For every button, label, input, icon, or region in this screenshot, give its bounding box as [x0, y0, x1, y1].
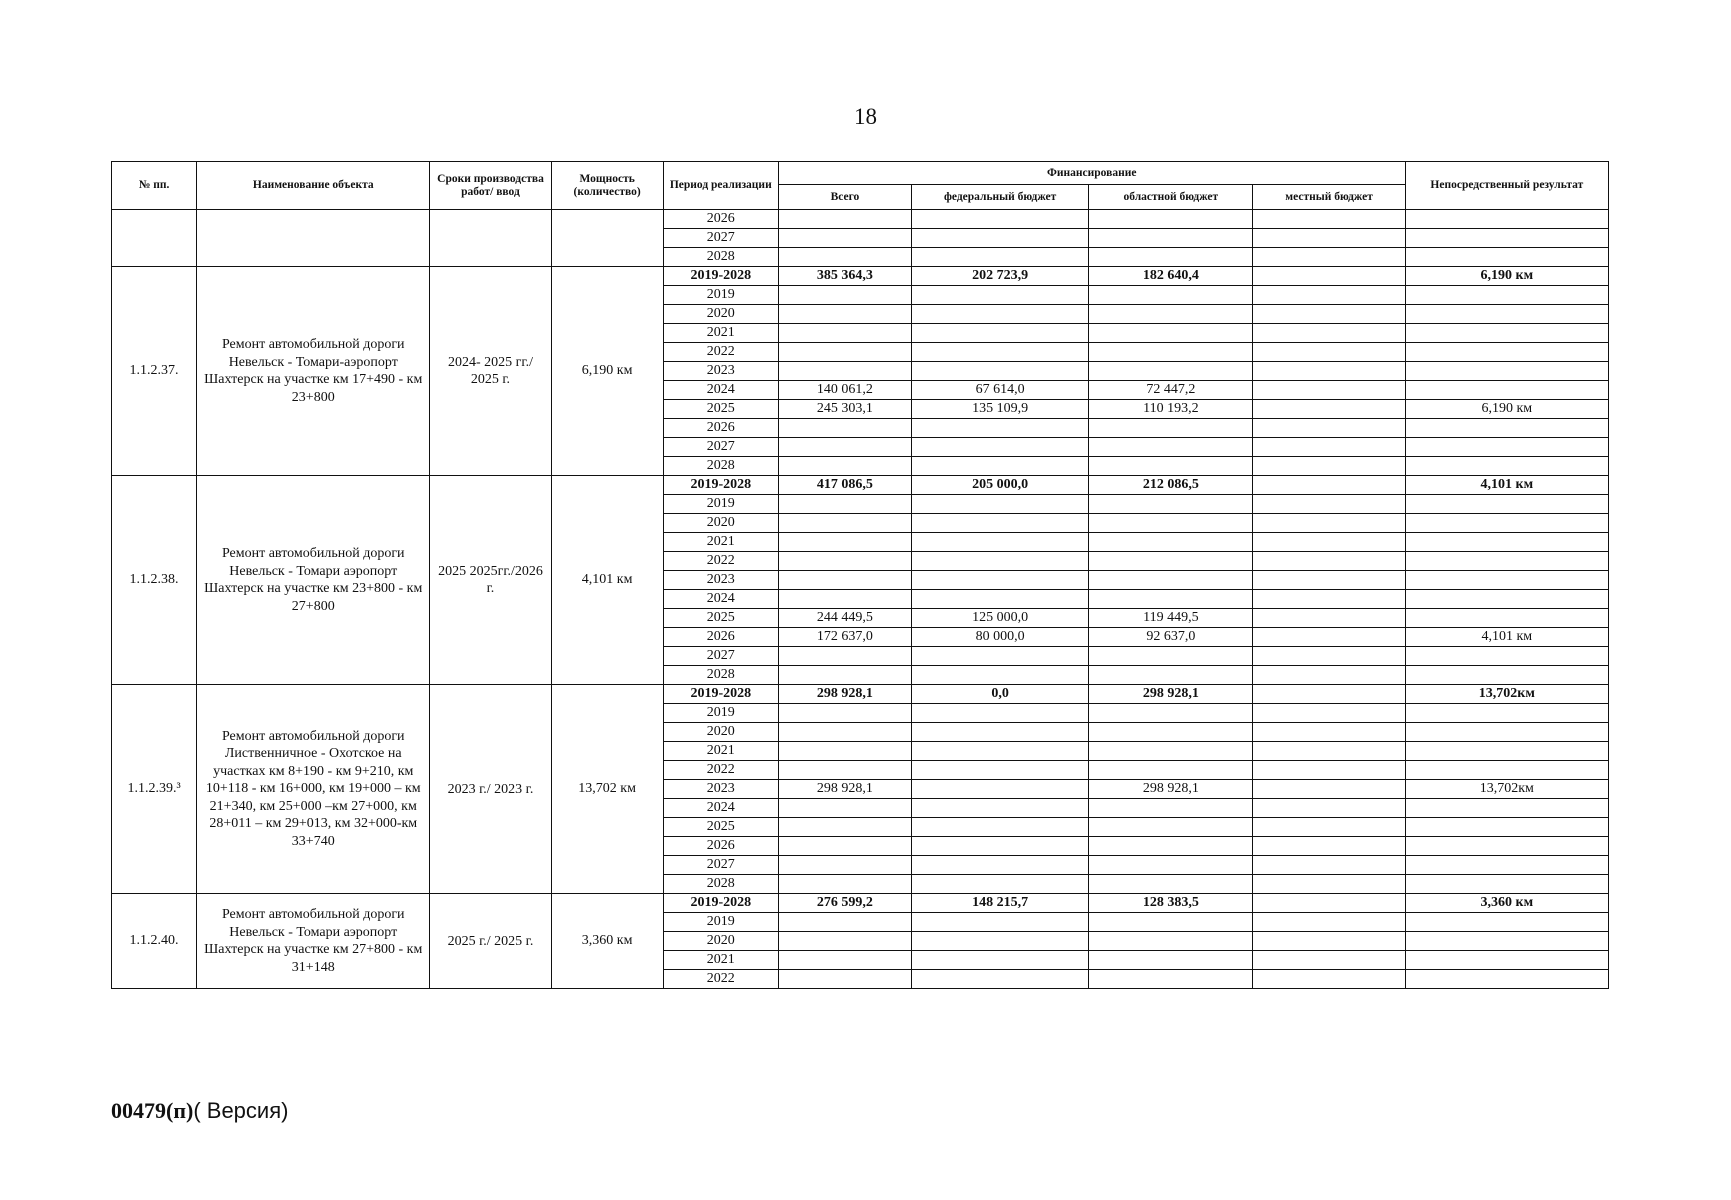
total-amount	[778, 286, 911, 305]
federal-amount	[912, 457, 1089, 476]
period-year: 2027	[663, 229, 778, 248]
period-year: 2019	[663, 286, 778, 305]
period-year: 2019-2028	[663, 894, 778, 913]
period-year: 2024	[663, 381, 778, 400]
local-amount	[1253, 533, 1405, 552]
federal-amount	[912, 837, 1089, 856]
object-number: 1.1.2.37.	[112, 267, 197, 476]
total-amount	[778, 552, 911, 571]
object-capacity: 13,702 км	[551, 685, 663, 894]
result-value	[1405, 666, 1608, 685]
result-value	[1405, 362, 1608, 381]
federal-amount	[912, 533, 1089, 552]
period-year: 2022	[663, 761, 778, 780]
period-year: 2028	[663, 875, 778, 894]
regional-amount	[1089, 799, 1253, 818]
local-amount	[1253, 856, 1405, 875]
federal-amount: 205 000,0	[912, 476, 1089, 495]
total-amount	[778, 913, 911, 932]
regional-amount	[1089, 647, 1253, 666]
regional-amount	[1089, 305, 1253, 324]
period-year: 2025	[663, 818, 778, 837]
local-amount	[1253, 723, 1405, 742]
regional-amount: 110 193,2	[1089, 400, 1253, 419]
result-value	[1405, 856, 1608, 875]
result-value	[1405, 647, 1608, 666]
total-amount	[778, 419, 911, 438]
period-year: 2021	[663, 951, 778, 970]
local-amount	[1253, 419, 1405, 438]
local-amount	[1253, 476, 1405, 495]
header-num: № пп.	[112, 162, 197, 210]
regional-amount	[1089, 761, 1253, 780]
object-name: Ремонт автомобильной дороги Невельск - Томари-аэропорт Шахтерск на участке км 17+490 - км 23+800	[197, 267, 430, 476]
federal-amount	[912, 799, 1089, 818]
local-amount	[1253, 514, 1405, 533]
federal-amount	[912, 666, 1089, 685]
regional-amount	[1089, 837, 1253, 856]
regional-amount	[1089, 970, 1253, 989]
local-amount	[1253, 913, 1405, 932]
regional-amount: 92 637,0	[1089, 628, 1253, 647]
object-capacity: 3,360 км	[551, 894, 663, 989]
object-number: 1.1.2.39.³	[112, 685, 197, 894]
total-amount	[778, 970, 911, 989]
period-year: 2026	[663, 419, 778, 438]
local-amount	[1253, 324, 1405, 343]
result-value	[1405, 343, 1608, 362]
local-amount	[1253, 970, 1405, 989]
regional-amount	[1089, 590, 1253, 609]
total-amount	[778, 438, 911, 457]
header-regional: областной бюджет	[1089, 185, 1253, 210]
local-amount	[1253, 571, 1405, 590]
total-amount	[778, 723, 911, 742]
federal-amount: 135 109,9	[912, 400, 1089, 419]
period-year: 2019-2028	[663, 476, 778, 495]
object-number-cell	[112, 210, 197, 267]
total-amount: 298 928,1	[778, 780, 911, 799]
object-terms: 2024- 2025 гг./ 2025 г.	[430, 267, 551, 476]
federal-amount	[912, 647, 1089, 666]
result-value	[1405, 324, 1608, 343]
local-amount	[1253, 875, 1405, 894]
result-value: 6,190 км	[1405, 400, 1608, 419]
result-value	[1405, 799, 1608, 818]
regional-amount	[1089, 495, 1253, 514]
result-value	[1405, 381, 1608, 400]
object-terms: 2025 г./ 2025 г.	[430, 894, 551, 989]
total-amount	[778, 229, 911, 248]
result-value	[1405, 875, 1608, 894]
total-amount	[778, 514, 911, 533]
local-amount	[1253, 704, 1405, 723]
result-value	[1405, 837, 1608, 856]
total-amount: 245 303,1	[778, 400, 911, 419]
total-amount	[778, 571, 911, 590]
object-capacity: 4,101 км	[551, 476, 663, 685]
regional-amount: 298 928,1	[1089, 685, 1253, 704]
result-value	[1405, 495, 1608, 514]
federal-amount	[912, 856, 1089, 875]
result-value: 13,702км	[1405, 780, 1608, 799]
regional-amount: 119 449,5	[1089, 609, 1253, 628]
federal-amount	[912, 875, 1089, 894]
header-local: местный бюджет	[1253, 185, 1405, 210]
federal-amount	[912, 248, 1089, 267]
federal-amount	[912, 229, 1089, 248]
total-amount	[778, 932, 911, 951]
period-year: 2019	[663, 495, 778, 514]
period-year: 2026	[663, 837, 778, 856]
result-value: 4,101 км	[1405, 476, 1608, 495]
local-amount	[1253, 362, 1405, 381]
regional-amount	[1089, 514, 1253, 533]
period-year: 2025	[663, 609, 778, 628]
result-value	[1405, 704, 1608, 723]
total-amount	[778, 856, 911, 875]
total-amount	[778, 666, 911, 685]
total-amount	[778, 875, 911, 894]
local-amount	[1253, 210, 1405, 229]
local-amount	[1253, 609, 1405, 628]
result-value	[1405, 913, 1608, 932]
regional-amount: 182 640,4	[1089, 267, 1253, 286]
total-amount: 276 599,2	[778, 894, 911, 913]
result-value: 6,190 км	[1405, 267, 1608, 286]
period-year: 2026	[663, 628, 778, 647]
period-year: 2021	[663, 742, 778, 761]
federal-amount	[912, 932, 1089, 951]
total-amount: 172 637,0	[778, 628, 911, 647]
regional-amount: 72 447,2	[1089, 381, 1253, 400]
result-value	[1405, 552, 1608, 571]
result-value	[1405, 761, 1608, 780]
federal-amount	[912, 970, 1089, 989]
object-number: 1.1.2.40.	[112, 894, 197, 989]
local-amount	[1253, 286, 1405, 305]
federal-amount	[912, 210, 1089, 229]
total-amount	[778, 742, 911, 761]
table-row	[112, 685, 1609, 704]
local-amount	[1253, 400, 1405, 419]
federal-amount	[912, 514, 1089, 533]
federal-amount	[912, 324, 1089, 343]
federal-amount	[912, 590, 1089, 609]
header-federal: федеральный бюджет	[912, 185, 1089, 210]
header-total: Всего	[778, 185, 911, 210]
federal-amount	[912, 438, 1089, 457]
header-financing: Финансирование	[778, 162, 1405, 185]
regional-amount	[1089, 666, 1253, 685]
period-year: 2022	[663, 343, 778, 362]
regional-amount	[1089, 742, 1253, 761]
object-terms: 2025 2025гг./2026 г.	[430, 476, 551, 685]
table-row	[112, 210, 1609, 229]
period-year: 2020	[663, 723, 778, 742]
regional-amount	[1089, 343, 1253, 362]
federal-amount	[912, 495, 1089, 514]
local-amount	[1253, 267, 1405, 286]
period-year: 2019	[663, 913, 778, 932]
total-amount	[778, 457, 911, 476]
period-year: 2021	[663, 533, 778, 552]
header-terms: Сроки производства работ/ ввод	[430, 162, 551, 210]
period-year: 2025	[663, 400, 778, 419]
document-code	[111, 1098, 288, 1124]
total-amount	[778, 495, 911, 514]
result-value	[1405, 229, 1608, 248]
total-amount	[778, 837, 911, 856]
period-year: 2020	[663, 514, 778, 533]
page-number: 18	[854, 104, 877, 129]
total-amount: 298 928,1	[778, 685, 911, 704]
total-amount: 244 449,5	[778, 609, 911, 628]
result-value	[1405, 951, 1608, 970]
local-amount	[1253, 837, 1405, 856]
period-year: 2021	[663, 324, 778, 343]
period-year: 2027	[663, 647, 778, 666]
regional-amount	[1089, 533, 1253, 552]
header-capacity: Мощность (количество)	[551, 162, 663, 210]
total-amount	[778, 951, 911, 970]
local-amount	[1253, 229, 1405, 248]
result-value	[1405, 970, 1608, 989]
period-year: 2027	[663, 856, 778, 875]
local-amount	[1253, 495, 1405, 514]
object-capacity-cell	[551, 210, 663, 267]
object-name: Ремонт автомобильной дороги Лиственничное - Охотское на участках км 8+190 - км 9+210, км 10+118 - км 16+000, км 19+000 – км 21+340, км 25+000 –км 27+000, км 28+011 – км 29+013, км 32+000-км 33+740	[197, 685, 430, 894]
financing-table	[111, 161, 1609, 989]
federal-amount: 0,0	[912, 685, 1089, 704]
total-amount	[778, 362, 911, 381]
federal-amount	[912, 761, 1089, 780]
regional-amount	[1089, 875, 1253, 894]
table-header	[112, 162, 1609, 210]
local-amount	[1253, 381, 1405, 400]
period-year: 2028	[663, 666, 778, 685]
period-year: 2023	[663, 780, 778, 799]
table-row	[112, 476, 1609, 495]
period-year: 2028	[663, 248, 778, 267]
local-amount	[1253, 685, 1405, 704]
object-capacity: 6,190 км	[551, 267, 663, 476]
total-amount	[778, 647, 911, 666]
local-amount	[1253, 932, 1405, 951]
local-amount	[1253, 742, 1405, 761]
regional-amount	[1089, 723, 1253, 742]
period-year: 2023	[663, 571, 778, 590]
header-name: Наименование объекта	[197, 162, 430, 210]
local-amount	[1253, 305, 1405, 324]
result-value	[1405, 723, 1608, 742]
regional-amount	[1089, 438, 1253, 457]
local-amount	[1253, 590, 1405, 609]
result-value	[1405, 438, 1608, 457]
federal-amount	[912, 362, 1089, 381]
result-value	[1405, 514, 1608, 533]
total-amount	[778, 305, 911, 324]
federal-amount: 125 000,0	[912, 609, 1089, 628]
regional-amount	[1089, 856, 1253, 875]
regional-amount: 298 928,1	[1089, 780, 1253, 799]
object-terms-cell	[430, 210, 551, 267]
document-code-number: 00479(п)	[111, 1098, 194, 1123]
result-value: 4,101 км	[1405, 628, 1608, 647]
period-year: 2020	[663, 932, 778, 951]
federal-amount	[912, 552, 1089, 571]
regional-amount: 212 086,5	[1089, 476, 1253, 495]
federal-amount	[912, 951, 1089, 970]
local-amount	[1253, 894, 1405, 913]
regional-amount	[1089, 571, 1253, 590]
regional-amount	[1089, 818, 1253, 837]
total-amount: 385 364,3	[778, 267, 911, 286]
period-year: 2019-2028	[663, 267, 778, 286]
regional-amount	[1089, 248, 1253, 267]
regional-amount	[1089, 362, 1253, 381]
federal-amount: 67 614,0	[912, 381, 1089, 400]
header-period: Период реализации	[663, 162, 778, 210]
result-value	[1405, 533, 1608, 552]
period-year: 2027	[663, 438, 778, 457]
total-amount	[778, 704, 911, 723]
table-row	[112, 267, 1609, 286]
regional-amount	[1089, 457, 1253, 476]
period-year: 2024	[663, 799, 778, 818]
table-body	[112, 210, 1609, 989]
total-amount	[778, 799, 911, 818]
local-amount	[1253, 628, 1405, 647]
period-year: 2022	[663, 970, 778, 989]
local-amount	[1253, 780, 1405, 799]
regional-amount	[1089, 324, 1253, 343]
object-name-cell	[197, 210, 430, 267]
local-amount	[1253, 457, 1405, 476]
result-value	[1405, 457, 1608, 476]
result-value	[1405, 818, 1608, 837]
federal-amount	[912, 343, 1089, 362]
total-amount: 417 086,5	[778, 476, 911, 495]
result-value	[1405, 932, 1608, 951]
federal-amount	[912, 723, 1089, 742]
federal-amount	[912, 913, 1089, 932]
federal-amount: 202 723,9	[912, 267, 1089, 286]
object-number: 1.1.2.38.	[112, 476, 197, 685]
federal-amount: 80 000,0	[912, 628, 1089, 647]
federal-amount	[912, 704, 1089, 723]
result-value: 3,360 км	[1405, 894, 1608, 913]
result-value	[1405, 305, 1608, 324]
period-year: 2019-2028	[663, 685, 778, 704]
federal-amount	[912, 818, 1089, 837]
total-amount	[778, 324, 911, 343]
object-terms: 2023 г./ 2023 г.	[430, 685, 551, 894]
regional-amount	[1089, 286, 1253, 305]
local-amount	[1253, 666, 1405, 685]
local-amount	[1253, 761, 1405, 780]
total-amount	[778, 533, 911, 552]
federal-amount	[912, 286, 1089, 305]
result-value: 13,702км	[1405, 685, 1608, 704]
total-amount	[778, 210, 911, 229]
local-amount	[1253, 248, 1405, 267]
result-value	[1405, 742, 1608, 761]
total-amount	[778, 761, 911, 780]
period-year: 2019	[663, 704, 778, 723]
result-value	[1405, 571, 1608, 590]
period-year: 2026	[663, 210, 778, 229]
regional-amount	[1089, 210, 1253, 229]
result-value	[1405, 609, 1608, 628]
regional-amount	[1089, 913, 1253, 932]
document-version: ( Версия)	[193, 1098, 289, 1123]
table-row	[112, 894, 1609, 913]
local-amount	[1253, 438, 1405, 457]
period-year: 2022	[663, 552, 778, 571]
object-name: Ремонт автомобильной дороги Невельск - Томари аэропорт Шахтерск на участке км 27+800 - км 31+148	[197, 894, 430, 989]
period-year: 2023	[663, 362, 778, 381]
result-value	[1405, 419, 1608, 438]
regional-amount	[1089, 951, 1253, 970]
regional-amount	[1089, 229, 1253, 248]
federal-amount	[912, 419, 1089, 438]
object-name: Ремонт автомобильной дороги Невельск - Томари аэропорт Шахтерск на участке км 23+800 - км 27+800	[197, 476, 430, 685]
result-value	[1405, 210, 1608, 229]
local-amount	[1253, 647, 1405, 666]
total-amount	[778, 343, 911, 362]
total-amount	[778, 818, 911, 837]
regional-amount	[1089, 419, 1253, 438]
local-amount	[1253, 951, 1405, 970]
result-value	[1405, 286, 1608, 305]
total-amount: 140 061,2	[778, 381, 911, 400]
period-year: 2028	[663, 457, 778, 476]
federal-amount	[912, 780, 1089, 799]
result-value	[1405, 590, 1608, 609]
total-amount	[778, 590, 911, 609]
regional-amount	[1089, 552, 1253, 571]
federal-amount	[912, 305, 1089, 324]
local-amount	[1253, 799, 1405, 818]
federal-amount: 148 215,7	[912, 894, 1089, 913]
federal-amount	[912, 571, 1089, 590]
period-year: 2020	[663, 305, 778, 324]
regional-amount: 128 383,5	[1089, 894, 1253, 913]
period-year: 2024	[663, 590, 778, 609]
result-value	[1405, 248, 1608, 267]
local-amount	[1253, 343, 1405, 362]
regional-amount	[1089, 932, 1253, 951]
federal-amount	[912, 742, 1089, 761]
local-amount	[1253, 818, 1405, 837]
header-result: Непосредственный результат	[1405, 162, 1608, 210]
regional-amount	[1089, 704, 1253, 723]
total-amount	[778, 248, 911, 267]
local-amount	[1253, 552, 1405, 571]
